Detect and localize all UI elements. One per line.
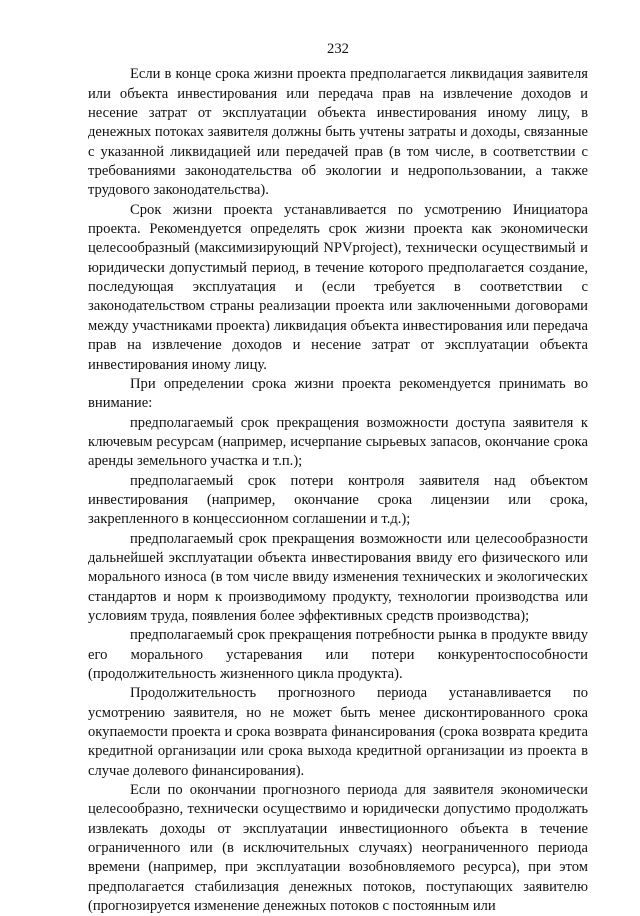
page-number: 232: [327, 41, 349, 57]
list-item: предполагаемый срок прекращения возможности или целесообразности дальнейшей эксплуатации объекта инвестирования ввиду его физического или морального износа (в том числе ввиду изменения технических и экологических стандартов и норм к производимому продукту, технологии производства или условиям труда, появления более эффективных средств производства);: [88, 530, 588, 624]
list-item: предполагаемый срок потери контроля заявителя над объектом инвестирования (например, окончание срока лицензии или срока, закрепленного в концессионном соглашении и т.д.);: [88, 472, 588, 528]
paragraph-post-forecast: Если по окончании прогнозного периода для заявителя экономически целесообразно, технически осуществимо и юридически допустимо продолжать извлекать доходы от эксплуатации инвестиционного объекта в течение ограниченного или (в исключительных случаях) неограниченного периода времени (например, при эксплуатации возобновляемого ресурса), при этом предполагается стабилизация денежных потоков, поступающих заявителю (прогнозируется изменение денежных потоков с постоянным или: [88, 782, 588, 915]
paragraph-liquidation: Если в конце срока жизни проекта предполагается ликвидация заявителя или объекта инвестирования или передача прав на извлечение доходов и несение затрат от эксплуатации объекта инвестирования иному лицу, в денежных потоках заявителя должны быть учтены затраты и доходы, связанные с указанной ликвидацией или передачей прав (в том числе, в соответствии с требованиями законодательства об экологии и недропользовании, а также трудового законодательства).: [88, 66, 588, 199]
paragraph-project-life: Срок жизни проекта устанавливается по усмотрению Инициатора проекта. Рекомендуется определять срок жизни проекта как экономически целесообразный (максимизирующий NPVproject), технически осуществимый и юридически допустимый период, в течение которого предполагается создание, последующая эксплуатация и (если требуется в соответствии с законодательством страны реализации проекта или заключенными договорами между участниками проекта) ликвидация объекта инвестирования или передача прав на извлечение доходов и несение затрат от эксплуатации объекта инвестирования иному лицу.: [88, 201, 588, 373]
list-item: предполагаемый срок прекращения потребности рынка в продукте ввиду его морального устаревания или потери конкурентоспособности (продолжительность жизненного цикла продукта).: [88, 627, 588, 682]
list-item: предполагаемый срок прекращения возможности доступа заявителя к ключевым ресурсам (например, исчерпание сырьевых запасов, окончание срока аренды земельного участка и т.п.);: [88, 414, 588, 470]
paragraph-forecast-period: Продолжительность прогнозного периода устанавливается по усмотрению заявителя, но не может быть менее дисконтированного срока окупаемости проекта и срока возврата финансирования (срока возврата кредита кредитной организации или срока выхода кредитной организации из проекта в случае долевого финансирования).: [88, 685, 588, 779]
paragraph-considerations-intro: При определении срока жизни проекта рекомендуется принимать во внимание:: [88, 375, 588, 412]
